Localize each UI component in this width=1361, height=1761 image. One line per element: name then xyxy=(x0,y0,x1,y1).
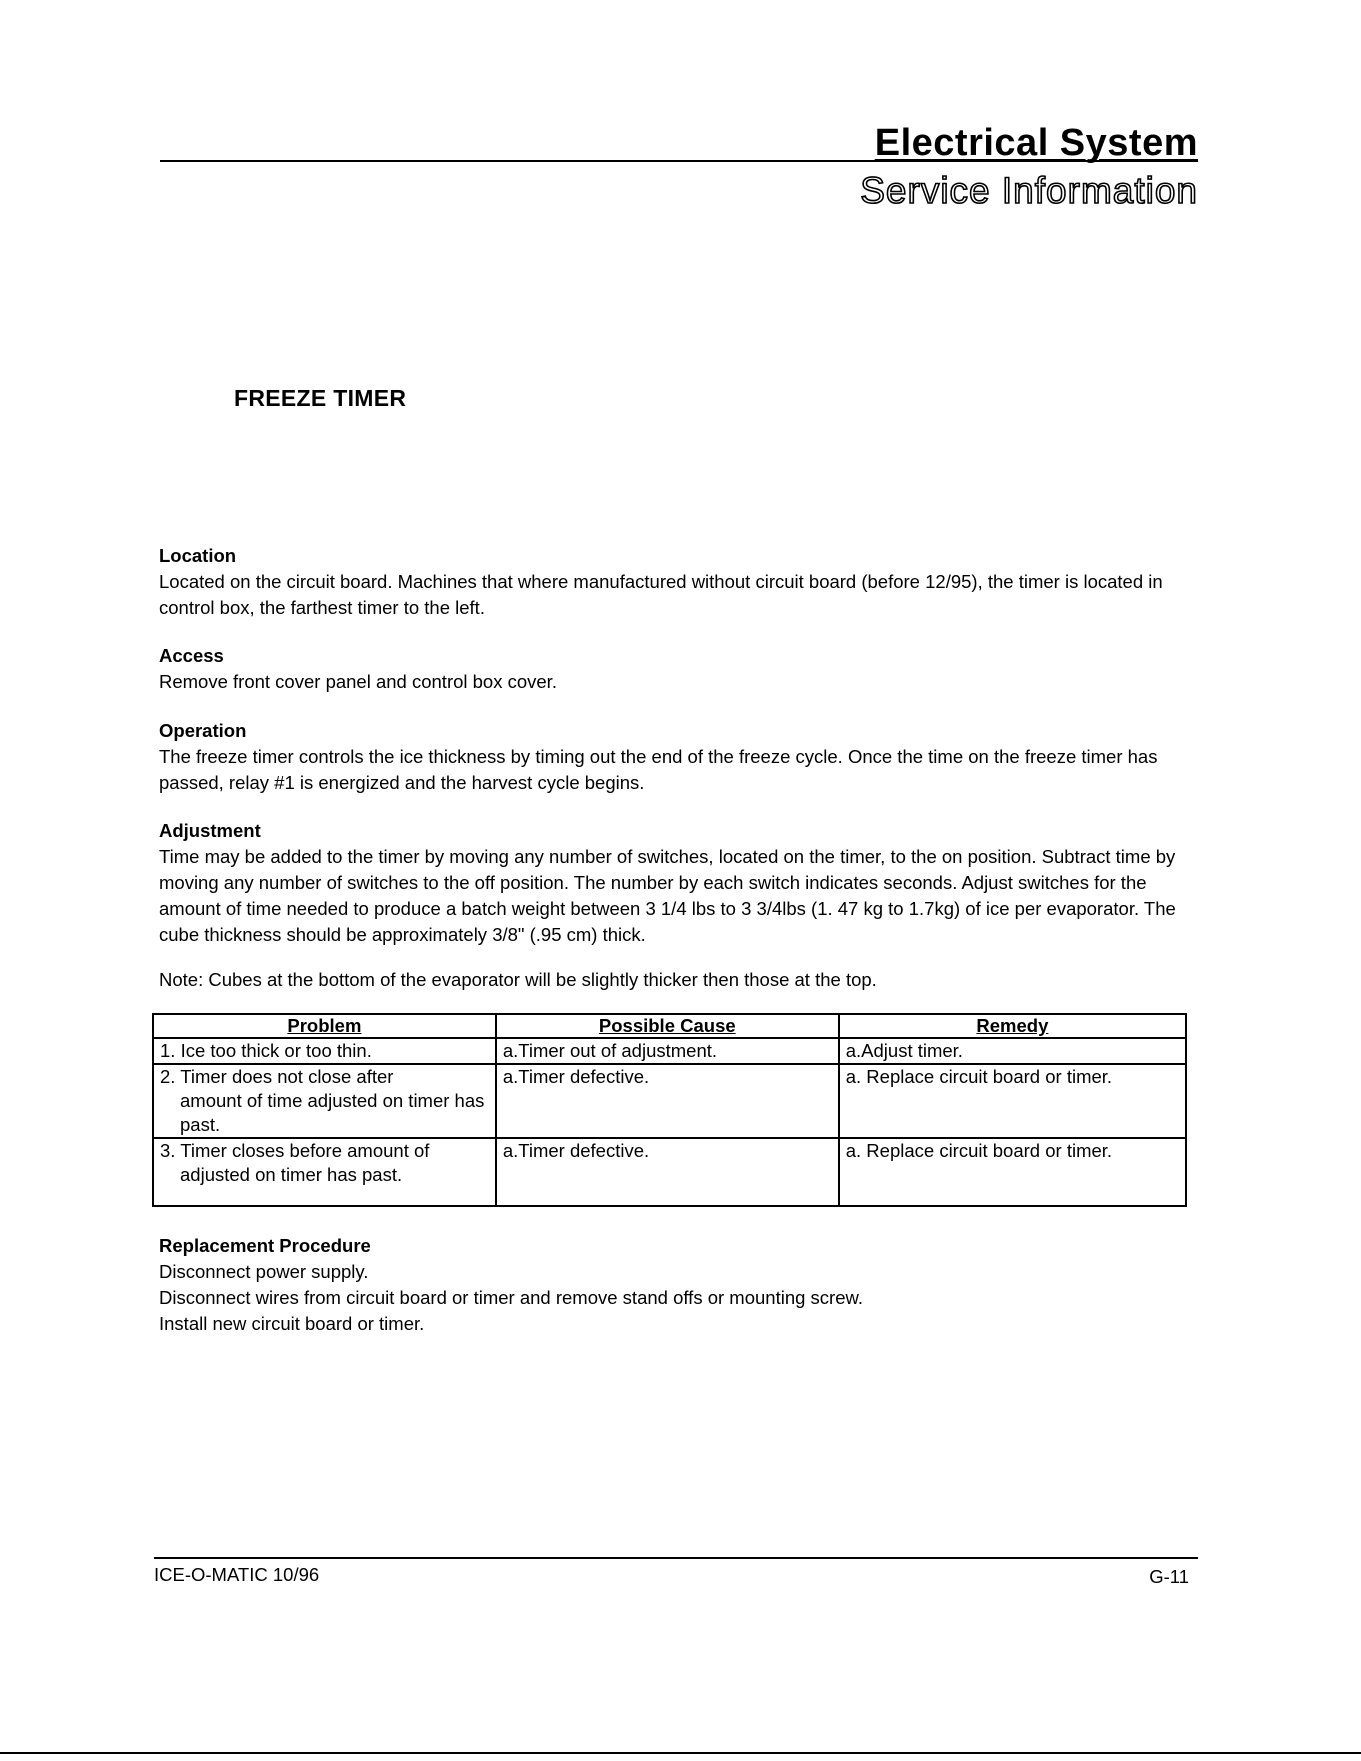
adjustment-text: Time may be added to the timer by moving any number of switches, located on the timer, to the on position. Subtract time by moving any number of switches to the off position. The number by each switch indicates seconds. Adjust switches for the amount of time needed to produce a batch weight between 3 1/4 lbs to 3 3/4lbs (1. 47 kg to 1.7kg) of ice per evaporator. The cube thickness should be approximately 3/8" (.95 cm) thick. xyxy=(159,846,1176,945)
adjustment-section xyxy=(159,818,1199,948)
problem-cell xyxy=(153,1064,496,1138)
cause-cell: a.Timer out of adjustment. xyxy=(496,1038,839,1064)
section-title: FREEZE TIMER xyxy=(234,385,407,411)
cause-cell: a.Timer defective. xyxy=(496,1064,839,1138)
access-heading: Access xyxy=(159,645,224,666)
remedy-cell: a. Replace circuit board or timer. xyxy=(839,1064,1186,1138)
table-header-problem: Problem xyxy=(153,1014,496,1038)
remedy-cell: a.Adjust timer. xyxy=(839,1038,1186,1064)
location-heading: Location xyxy=(159,545,237,566)
location-text: Located on the circuit board. Machines that where manufactured without circuit board (before 12/95), the timer is located in control box, the farthest timer to the left. xyxy=(159,571,1163,618)
access-section xyxy=(159,643,1199,695)
problem-text: 1. Ice too thick or too thin. xyxy=(160,1040,372,1061)
problem-cell xyxy=(153,1138,496,1206)
access-text: Remove front cover panel and control box cover. xyxy=(159,671,557,692)
header-title: Electrical System xyxy=(874,122,1198,164)
troubleshooting-table xyxy=(152,1013,1187,1207)
footer-rule xyxy=(154,1557,1198,1559)
adjustment-heading: Adjustment xyxy=(159,820,261,841)
footer-left: ICE-O-MATIC 10/96 xyxy=(154,1564,320,1585)
remedy-cell: a. Replace circuit board or timer. xyxy=(839,1138,1186,1206)
table-header-cause: Possible Cause xyxy=(496,1014,839,1038)
scan-edge xyxy=(0,1752,1361,1754)
cause-cell: a.Timer defective. xyxy=(496,1138,839,1206)
header-subtitle: Service Information xyxy=(860,170,1198,211)
replacement-step: Disconnect power supply. xyxy=(159,1261,369,1282)
replacement-heading: Replacement Procedure xyxy=(159,1235,371,1256)
replacement-section xyxy=(159,1233,1199,1337)
problem-text-cont: amount of time adjusted on timer has past. xyxy=(180,1090,485,1135)
operation-heading: Operation xyxy=(159,720,247,741)
problem-cell xyxy=(153,1038,496,1064)
replacement-step: Install new circuit board or timer. xyxy=(159,1313,425,1334)
note-text: Note: Cubes at the bottom of the evaporator will be slightly thicker then those at the top. xyxy=(159,969,877,990)
table-header-remedy: Remedy xyxy=(839,1014,1186,1038)
problem-text: 2. Timer does not close after xyxy=(160,1066,394,1087)
replacement-step: Disconnect wires from circuit board or timer and remove stand offs or mounting screw. xyxy=(159,1287,863,1308)
location-section xyxy=(159,543,1199,621)
problem-text-cont: adjusted on timer has past. xyxy=(180,1164,403,1185)
problem-text: 3. Timer closes before amount of xyxy=(160,1140,430,1161)
table-row xyxy=(153,1038,1186,1064)
note-section xyxy=(159,967,1199,993)
operation-text: The freeze timer controls the ice thickness by timing out the end of the freeze cycle. Once the time on the freeze timer has passed, relay #1 is energized and the harvest cycle begins. xyxy=(159,746,1158,793)
page-number: G-11 xyxy=(1149,1566,1189,1587)
operation-section xyxy=(159,718,1199,796)
table-row xyxy=(153,1138,1186,1206)
table-row xyxy=(153,1064,1186,1138)
